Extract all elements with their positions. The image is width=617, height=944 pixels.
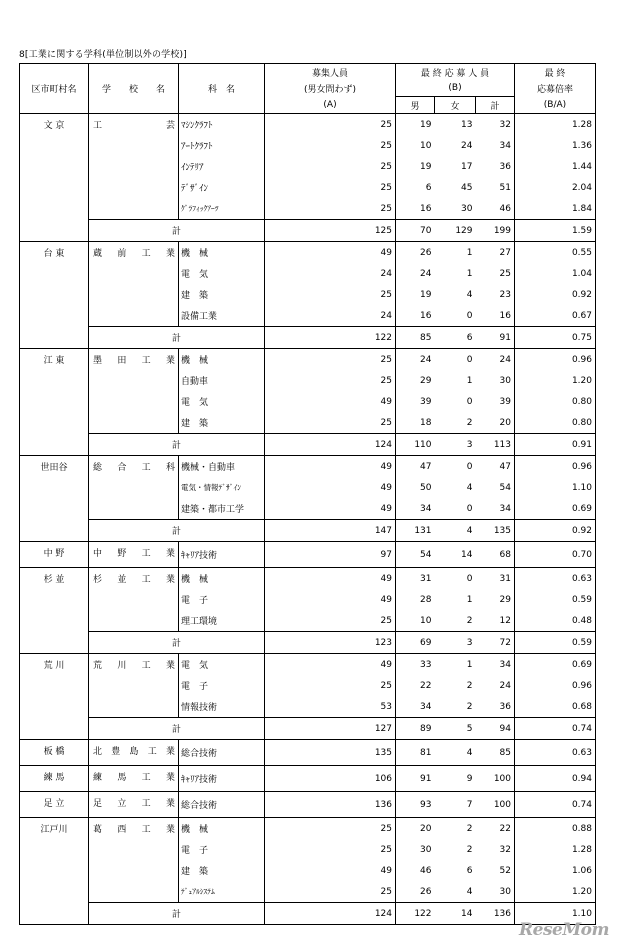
female-cell: 0	[435, 568, 476, 590]
school-cell: 墨田工業	[89, 349, 179, 434]
capacity-cell: 49	[265, 654, 396, 676]
male-cell: 16	[420, 310, 432, 321]
header-capacity-line2: (男女問わず)	[265, 80, 396, 97]
male-cell: 26	[396, 242, 435, 264]
ward-cell: 江戸川	[20, 818, 89, 925]
subtotal-male: 69	[396, 632, 435, 654]
course-cell: 電 気	[181, 398, 209, 408]
header-ward: 区市町村名	[20, 64, 89, 114]
capacity-cell: 24	[265, 305, 396, 327]
male-cell: 19	[420, 289, 432, 300]
male-cell: 16	[420, 203, 432, 214]
male-cell: 81	[396, 740, 435, 766]
school-cell: 北豊島工業	[89, 740, 179, 766]
ward-cell: 板 橋	[20, 740, 89, 766]
capacity-cell: 25	[265, 881, 396, 903]
male-cell: 47	[396, 456, 435, 478]
table-row	[20, 542, 596, 568]
ratio-cell: 0.63	[515, 740, 596, 766]
subtotal-ratio: 0.74	[515, 718, 596, 740]
male-cell: 29	[420, 375, 432, 386]
course-cell: 建築・都市工学	[181, 505, 245, 515]
ratio-cell: 1.06	[515, 860, 596, 881]
course-cell: 理工環境	[181, 617, 218, 627]
total-cell: 24	[476, 675, 515, 696]
male-cell: 91	[396, 766, 435, 792]
capacity-cell: 135	[265, 740, 396, 766]
male-cell: 34	[420, 701, 432, 712]
ward-cell: 文 京	[20, 114, 89, 242]
subtotal-row	[20, 434, 596, 456]
total-cell: 34	[476, 498, 515, 520]
header-school: 学 校 名	[89, 64, 179, 114]
ratio-cell: 0.96	[515, 456, 596, 478]
capacity-cell: 25	[265, 114, 396, 136]
table-row	[20, 766, 596, 792]
course-cell: 電 気	[179, 654, 265, 676]
capacity-cell: 25	[265, 370, 396, 391]
table-row	[20, 349, 596, 371]
subtotal-row	[20, 718, 596, 740]
female-cell: 17	[461, 161, 473, 172]
ratio-cell: 0.69	[515, 654, 596, 676]
school-cell: 杉並工業	[89, 568, 179, 632]
subtotal-label: 計	[89, 327, 265, 349]
course-cell: 機械・自動車	[179, 456, 265, 478]
female-cell: 4	[466, 482, 473, 493]
female-cell: 1	[466, 268, 473, 279]
capacity-cell: 25	[265, 839, 396, 860]
admissions-table	[19, 63, 596, 925]
ward-cell: 江 東	[20, 349, 89, 456]
female-cell: 9	[435, 766, 476, 792]
subtotal-capacity: 124	[265, 434, 396, 456]
subtotal-capacity: 122	[265, 327, 396, 349]
ratio-cell: 1.28	[515, 114, 596, 136]
male-cell: 24	[420, 268, 432, 279]
total-cell: 34	[476, 135, 515, 156]
female-cell: 13	[435, 114, 476, 136]
course-cell: 自動車	[181, 377, 209, 387]
course-cell: 電 気	[181, 270, 209, 280]
school-cell: 総合工科	[89, 456, 179, 520]
female-cell: 4	[435, 740, 476, 766]
subtotal-capacity: 127	[265, 718, 396, 740]
male-cell: 28	[420, 594, 432, 605]
subtotal-ratio: 0.92	[515, 520, 596, 542]
female-cell: 2	[466, 417, 473, 428]
ratio-cell: 1.44	[515, 156, 596, 177]
male-cell: 10	[420, 615, 432, 626]
subtotal-row	[20, 632, 596, 654]
ward-cell: 練 馬	[20, 766, 89, 792]
female-cell: 1	[466, 594, 473, 605]
ratio-cell: 0.80	[515, 412, 596, 434]
female-cell: 1	[435, 654, 476, 676]
subtotal-female: 14	[435, 903, 476, 925]
total-cell: 100	[476, 766, 515, 792]
female-cell: 30	[461, 203, 473, 214]
header-ratio-line3: (B/A)	[515, 97, 596, 114]
male-cell: 6	[425, 182, 432, 193]
course-cell: 機 械	[179, 349, 265, 371]
total-cell: 54	[476, 477, 515, 498]
subtotal-capacity: 147	[265, 520, 396, 542]
table-row	[20, 456, 596, 478]
subtotal-row	[20, 903, 596, 925]
capacity-cell: 25	[265, 610, 396, 632]
ratio-cell: 1.20	[515, 370, 596, 391]
page-title: 8[工業に関する学科(単位制以外の学校)]	[19, 50, 187, 60]
female-cell: 0	[466, 310, 473, 321]
subtotal-female: 3	[435, 434, 476, 456]
total-cell: 16	[476, 305, 515, 327]
female-cell: 1	[435, 242, 476, 264]
capacity-cell: 49	[265, 589, 396, 610]
male-cell: 26	[420, 886, 432, 897]
female-cell: 4	[466, 289, 473, 300]
school-cell: 蔵前工業	[89, 242, 179, 327]
female-cell: 2	[466, 680, 473, 691]
capacity-cell: 49	[265, 242, 396, 264]
header-capacity-line3: (A)	[265, 97, 396, 114]
capacity-cell: 25	[265, 198, 396, 220]
female-cell: 0	[435, 349, 476, 371]
header-male: 男	[396, 97, 435, 114]
total-cell: 36	[476, 156, 515, 177]
subtotal-male: 122	[396, 903, 435, 925]
course-cell: ｷｬﾘｱ技術	[179, 766, 265, 792]
header-applicants-line1: 最 終 応 募 人 員	[396, 64, 515, 81]
total-cell: 39	[476, 391, 515, 412]
female-cell: 1	[466, 375, 473, 386]
total-cell: 36	[476, 696, 515, 718]
subtotal-total: 135	[476, 520, 515, 542]
male-cell: 20	[396, 818, 435, 840]
school-cell: 足立工業	[89, 792, 179, 818]
capacity-cell: 25	[265, 675, 396, 696]
ward-cell: 杉 並	[20, 568, 89, 654]
subtotal-ratio: 0.75	[515, 327, 596, 349]
ratio-cell: 1.04	[515, 263, 596, 284]
subtotal-female: 3	[435, 632, 476, 654]
subtotal-male: 89	[396, 718, 435, 740]
subtotal-female: 5	[435, 718, 476, 740]
ward-cell: 中 野	[20, 542, 89, 568]
course-cell: 機 械	[179, 818, 265, 840]
course-cell: 機 械	[179, 568, 265, 590]
ratio-cell: 0.70	[515, 542, 596, 568]
table-row	[20, 818, 596, 840]
subtotal-total: 113	[476, 434, 515, 456]
capacity-cell: 49	[265, 456, 396, 478]
total-cell: 32	[476, 839, 515, 860]
ratio-cell: 0.63	[515, 568, 596, 590]
female-cell: 2	[466, 844, 473, 855]
subtotal-male: 70	[396, 220, 435, 242]
ratio-cell: 1.84	[515, 198, 596, 220]
female-cell: 2	[466, 615, 473, 626]
capacity-cell: 25	[265, 156, 396, 177]
course-cell: 情報技術	[181, 703, 218, 713]
female-cell: 7	[435, 792, 476, 818]
course-cell: 総合技術	[179, 740, 265, 766]
capacity-cell: 24	[265, 263, 396, 284]
male-cell: 18	[420, 417, 432, 428]
course-cell: ｲﾝﾃﾘｱ	[181, 163, 204, 173]
subtotal-capacity: 123	[265, 632, 396, 654]
course-cell: 電 子	[181, 682, 209, 692]
capacity-cell: 97	[265, 542, 396, 568]
school-cell: 荒川工業	[89, 654, 179, 718]
ratio-cell: 0.74	[515, 792, 596, 818]
total-cell: 31	[476, 568, 515, 590]
female-cell: 45	[461, 182, 473, 193]
subtotal-total: 199	[476, 220, 515, 242]
subtotal-male: 131	[396, 520, 435, 542]
male-cell: 34	[420, 503, 432, 514]
subtotal-label: 計	[89, 220, 265, 242]
total-cell: 12	[476, 610, 515, 632]
ratio-cell: 1.10	[515, 477, 596, 498]
total-cell: 30	[476, 370, 515, 391]
capacity-cell: 49	[265, 568, 396, 590]
total-cell: 27	[476, 242, 515, 264]
ratio-cell: 0.48	[515, 610, 596, 632]
capacity-cell: 49	[265, 860, 396, 881]
female-cell: 6	[466, 865, 473, 876]
school-cell: 中野工業	[89, 542, 179, 568]
subtotal-ratio: 0.91	[515, 434, 596, 456]
school-cell: 練馬工業	[89, 766, 179, 792]
female-cell: 4	[466, 886, 473, 897]
ratio-cell: 0.92	[515, 284, 596, 305]
subtotal-label: 計	[89, 718, 265, 740]
course-cell: ﾃﾞｭｱﾙｼｽﾃﾑ	[181, 887, 215, 896]
subtotal-row	[20, 327, 596, 349]
subtotal-total: 91	[476, 327, 515, 349]
header-applicants-line2: (B)	[396, 80, 515, 97]
male-cell: 30	[420, 844, 432, 855]
total-cell: 24	[476, 349, 515, 371]
table-row	[20, 740, 596, 766]
capacity-cell: 49	[265, 477, 396, 498]
table-row	[20, 654, 596, 676]
subtotal-total: 136	[476, 903, 515, 925]
male-cell: 10	[420, 140, 432, 151]
ratio-cell: 0.69	[515, 498, 596, 520]
table-row	[20, 114, 596, 136]
subtotal-capacity: 124	[265, 903, 396, 925]
male-cell: 19	[420, 161, 432, 172]
capacity-cell: 53	[265, 696, 396, 718]
male-cell: 39	[420, 396, 432, 407]
male-cell: 24	[396, 349, 435, 371]
course-cell: 総合技術	[179, 792, 265, 818]
watermark-logo: ReseMom	[519, 920, 609, 940]
total-cell: 51	[476, 177, 515, 198]
subtotal-total: 94	[476, 718, 515, 740]
subtotal-label: 計	[89, 520, 265, 542]
ratio-cell: 0.80	[515, 391, 596, 412]
subtotal-total: 72	[476, 632, 515, 654]
course-cell: 電 子	[181, 596, 209, 606]
female-cell: 0	[435, 456, 476, 478]
course-cell: 建 築	[181, 419, 209, 429]
capacity-cell: 25	[265, 412, 396, 434]
male-cell: 33	[396, 654, 435, 676]
male-cell: 46	[420, 865, 432, 876]
course-cell: 建 築	[181, 867, 209, 877]
ward-cell: 荒 川	[20, 654, 89, 740]
total-cell: 25	[476, 263, 515, 284]
total-cell: 46	[476, 198, 515, 220]
school-cell: 葛西工業	[89, 818, 179, 903]
ratio-cell: 0.59	[515, 589, 596, 610]
male-cell: 54	[396, 542, 435, 568]
capacity-cell: 25	[265, 284, 396, 305]
capacity-cell: 25	[265, 177, 396, 198]
total-cell: 29	[476, 589, 515, 610]
female-cell: 0	[466, 396, 473, 407]
course-cell: 機 械	[179, 242, 265, 264]
capacity-cell: 106	[265, 766, 396, 792]
subtotal-ratio: 1.10	[515, 903, 596, 925]
female-cell: 24	[461, 140, 473, 151]
male-cell: 19	[396, 114, 435, 136]
header-course: 科 名	[179, 64, 265, 114]
total-cell: 23	[476, 284, 515, 305]
ratio-cell: 1.20	[515, 881, 596, 903]
header-capacity-line1: 募集人員	[265, 64, 396, 81]
subtotal-row	[20, 520, 596, 542]
header-ratio-line2: 応募倍率	[515, 80, 596, 97]
subtotal-female: 129	[435, 220, 476, 242]
course-cell: 電気・情報ﾃﾞｻﾞｲﾝ	[181, 483, 241, 492]
subtotal-row	[20, 220, 596, 242]
capacity-cell: 49	[265, 391, 396, 412]
male-cell: 31	[396, 568, 435, 590]
course-cell: ｷｬﾘｱ技術	[179, 542, 265, 568]
ratio-cell: 0.88	[515, 818, 596, 840]
female-cell: 2	[466, 701, 473, 712]
ratio-cell: 0.96	[515, 349, 596, 371]
total-cell: 47	[476, 456, 515, 478]
male-cell: 50	[420, 482, 432, 493]
course-cell: ｸﾞﾗﾌｨｯｸｱｰﾂ	[181, 204, 219, 213]
subtotal-ratio: 1.59	[515, 220, 596, 242]
header-ratio-line1: 最 終	[515, 64, 596, 81]
capacity-cell: 25	[265, 349, 396, 371]
subtotal-female: 4	[435, 520, 476, 542]
male-cell: 22	[420, 680, 432, 691]
female-cell: 0	[466, 503, 473, 514]
ratio-cell: 0.55	[515, 242, 596, 264]
subtotal-female: 6	[435, 327, 476, 349]
total-cell: 22	[476, 818, 515, 840]
male-cell: 93	[396, 792, 435, 818]
total-cell: 32	[476, 114, 515, 136]
capacity-cell: 25	[265, 818, 396, 840]
ward-cell: 台 東	[20, 242, 89, 349]
table-row	[20, 568, 596, 590]
total-cell: 100	[476, 792, 515, 818]
ratio-cell: 0.94	[515, 766, 596, 792]
ratio-cell: 0.96	[515, 675, 596, 696]
ward-cell: 足 立	[20, 792, 89, 818]
subtotal-label: 計	[89, 903, 265, 925]
subtotal-label: 計	[89, 632, 265, 654]
subtotal-label: 計	[89, 434, 265, 456]
course-cell: 建 築	[181, 291, 209, 301]
female-cell: 14	[435, 542, 476, 568]
course-cell: ﾏｼﾝｸﾗﾌﾄ	[179, 114, 265, 136]
table-row	[20, 242, 596, 264]
ratio-cell: 2.04	[515, 177, 596, 198]
course-cell: ｱｰﾄｸﾗﾌﾄ	[181, 142, 213, 152]
course-cell: ﾃﾞｻﾞｲﾝ	[181, 184, 209, 194]
header-total: 計	[476, 97, 515, 114]
total-cell: 20	[476, 412, 515, 434]
course-cell: 電 子	[181, 846, 209, 856]
ratio-cell: 0.67	[515, 305, 596, 327]
total-cell: 30	[476, 881, 515, 903]
female-cell: 2	[435, 818, 476, 840]
subtotal-capacity: 125	[265, 220, 396, 242]
total-cell: 34	[476, 654, 515, 676]
capacity-cell: 49	[265, 498, 396, 520]
total-cell: 68	[476, 542, 515, 568]
header-female: 女	[435, 97, 476, 114]
ratio-cell: 1.36	[515, 135, 596, 156]
capacity-cell: 136	[265, 792, 396, 818]
ratio-cell: 0.68	[515, 696, 596, 718]
capacity-cell: 25	[265, 135, 396, 156]
subtotal-male: 110	[396, 434, 435, 456]
ratio-cell: 1.28	[515, 839, 596, 860]
subtotal-ratio: 0.59	[515, 632, 596, 654]
ward-cell: 世田谷	[20, 456, 89, 542]
total-cell: 52	[476, 860, 515, 881]
subtotal-male: 85	[396, 327, 435, 349]
course-cell: 設備工業	[181, 312, 218, 322]
total-cell: 85	[476, 740, 515, 766]
school-cell: 工芸	[89, 114, 179, 220]
table-row	[20, 792, 596, 818]
